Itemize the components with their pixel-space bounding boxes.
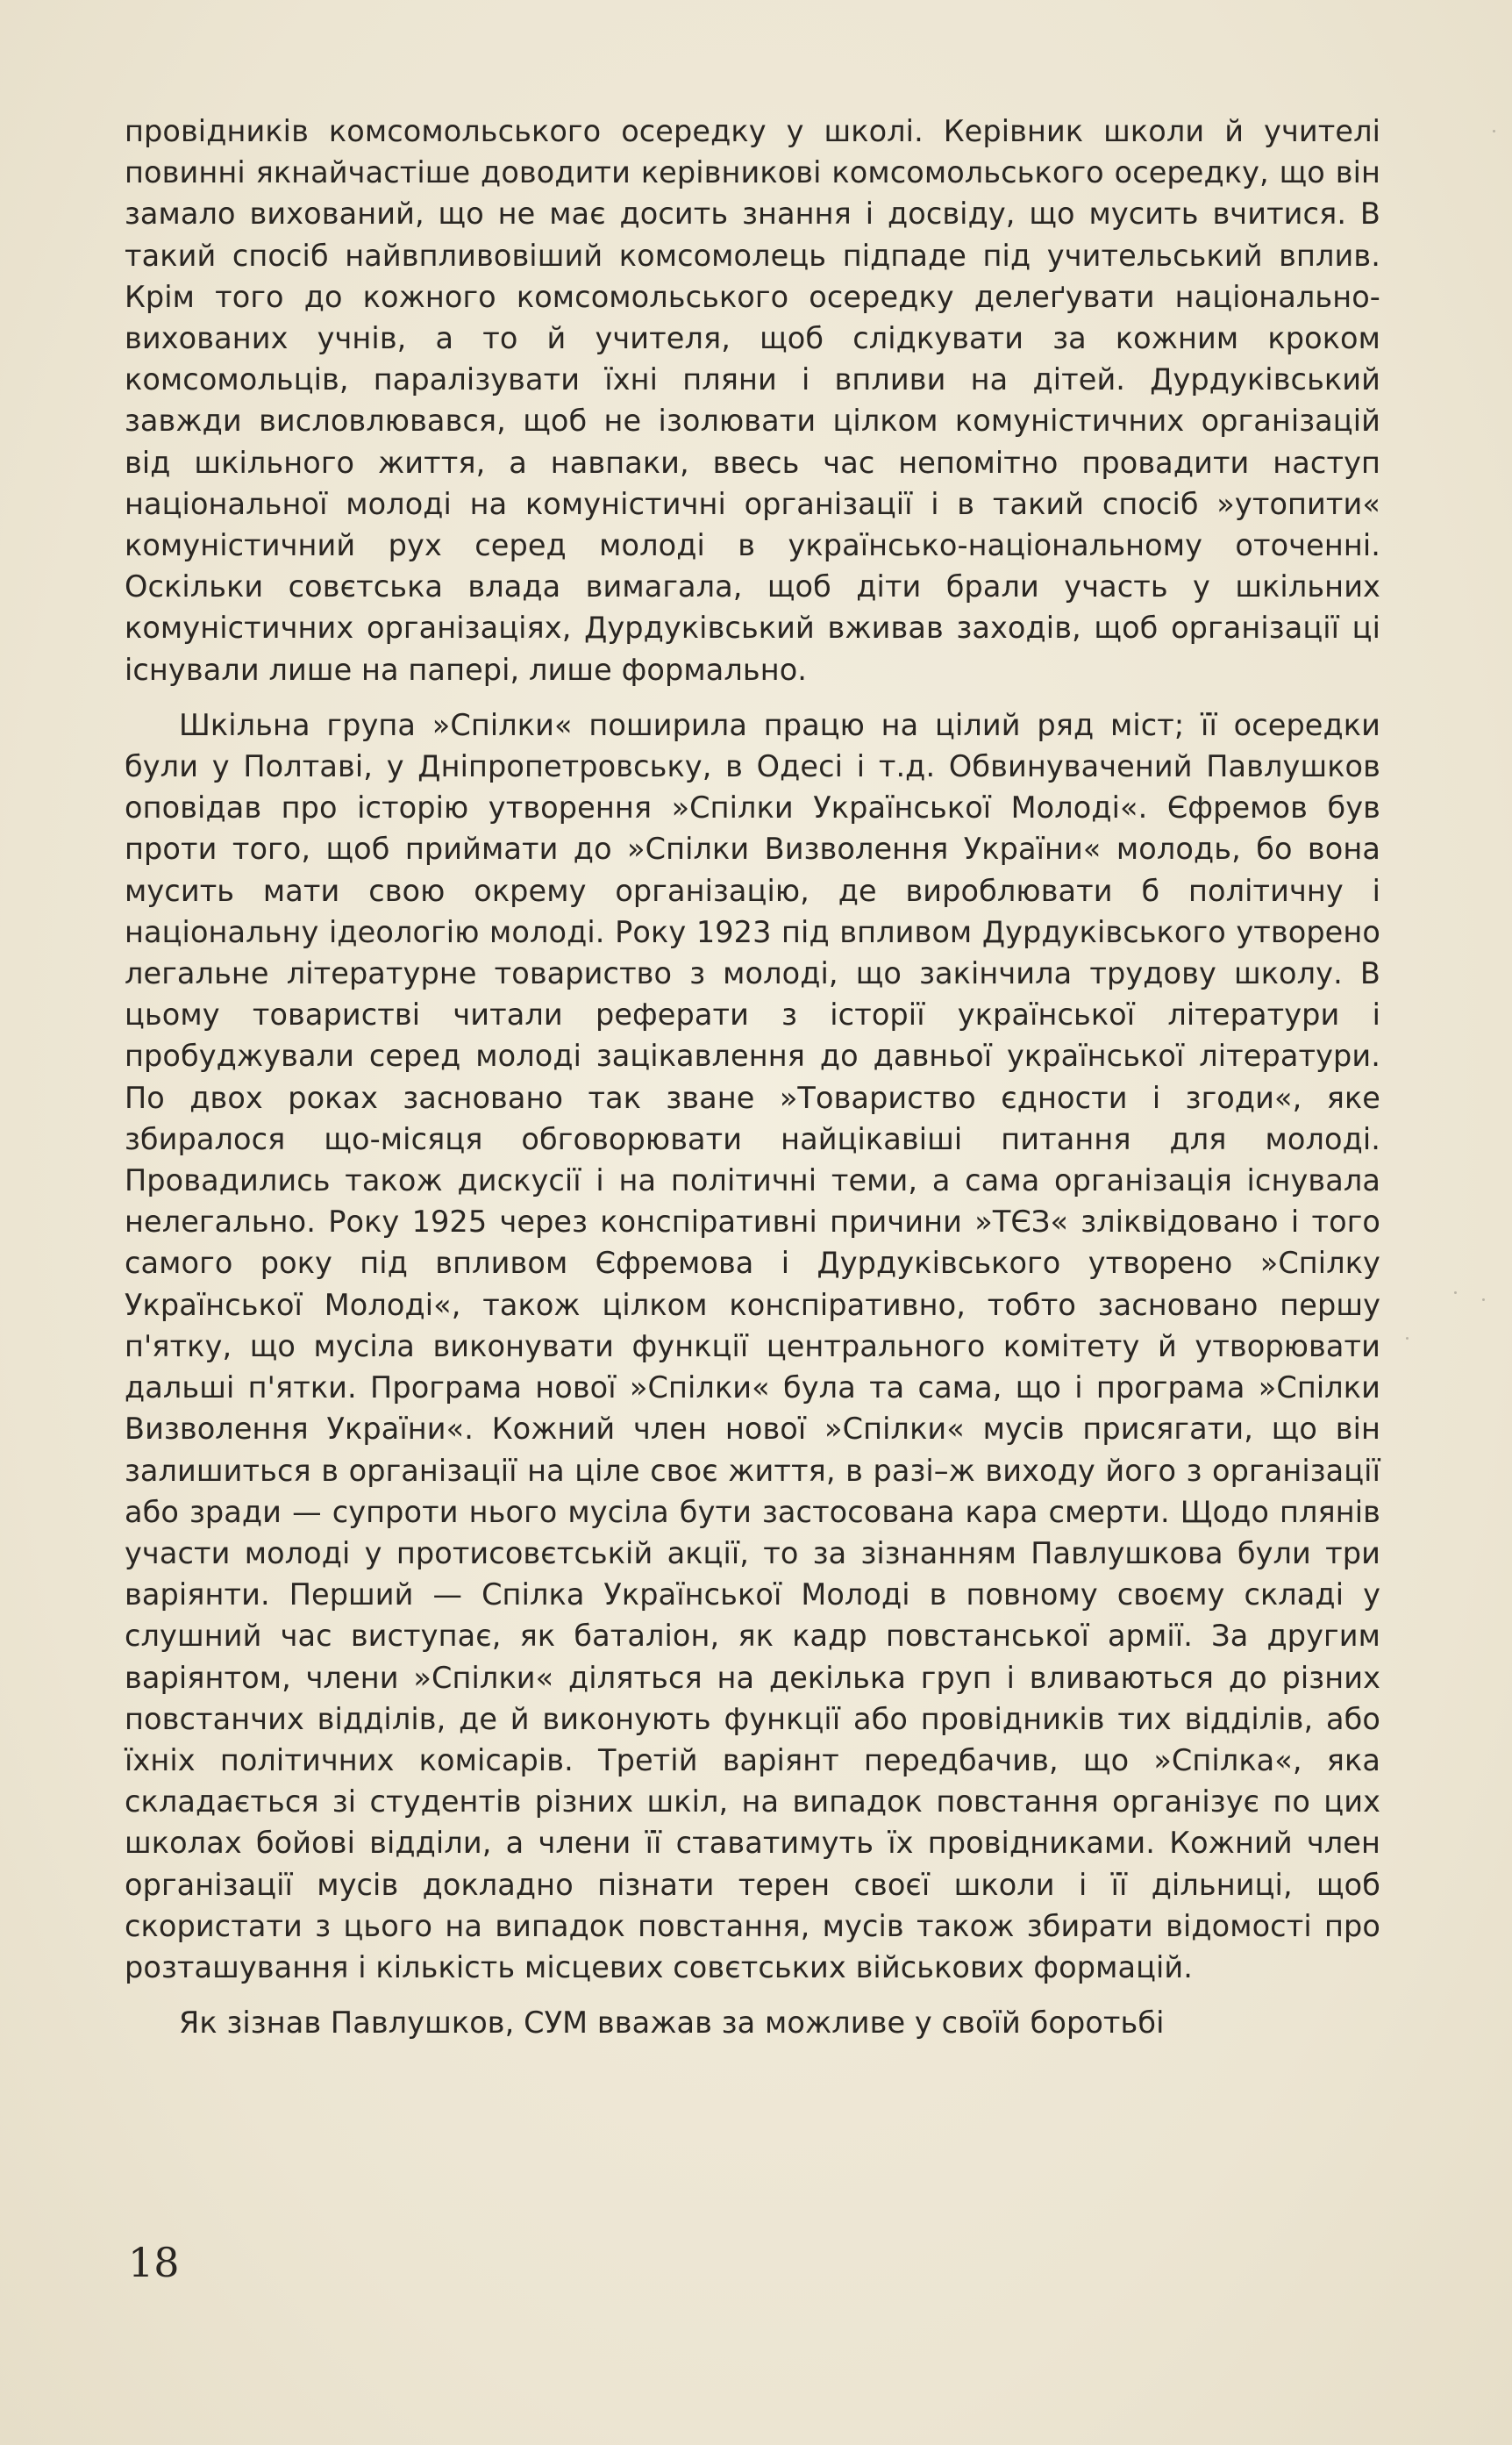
paragraph-2: Шкільна група »Спілки« поширила працю на цілий ряд міст; її осередки були у Полтаві, у Дніпропетровську, в Одесі і т.д. Обвинувачений Павлушков оповідав про історію утворення »Спілки Української Молоді«. Єфремов був проти того, щоб приймати до »Спілки Визволення України« молодь, бо вона мусить мати свою окрему організацію, де вироблювати б політичну і національну ідеологію молоді. Року 1923 під впливом Дурдуківського утворено легальне літературне товариство з молоді, що закінчила трудову школу. В цьому товаристві читали реферати з історії української літератури і пробуджували серед молоді зацікавлення до давньої української літератури. По двох роках засновано так зване »Товариство єдности і згоди«, яке збиралося що-місяця обговорювати найцікавіші питання для молоді. Провадились також дискусії і на політичні теми, а сама організація існувала нелегально. Року 1925 через конспіративні причини »ТЄЗ« зліквідовано і того самого року під впливом Єфремова і Дурдуківського утворено »Спілку Української Молоді«, також цілком конспіративно, тобто засновано першу п'ятку, що мусіла виконувати функції центрального комітету й утворювати дальші п'ятки. Програма нової »Спілки« була та сама, що і програма »Спілки Визволення України«. Кожний член нової »Спілки« мусів присягати, що він залишиться в організації на ціле своє життя, в разі–ж виходу його з організації або зради — супроти нього мусіла бути застосована кара смерти. Щодо плянів участи молоді у протисовєтській акції, то за зізнанням Павлушкова були три варіянти. Перший — Спілка Української Молоді в повному своєму складі у слушний час виступає, як баталіон, як кадр повстанської армії. За другим варіянтом, члени »Спілки« діляться на декілька груп і вливаються до різних повстанчих відділів, де й виконують функції або провідників тих відділів, або їхніх політичних комісарів. Третій варіянт передбачив, що »Спілка«, яка складається зі студентів різних шкіл, на випадок повстання організує по цих школах бойові відділи, а члени її ставатимуть їх провідниками. Кожний член організації мусів докладно пізнати терен своєї школи і її дільниці, щоб скористати з цього на випадок повстання, мусів також збирати відомості про розташування і кількість місцевих совєтських військових формацій. [125,707,1380,1984]
paragraph-3: Як зізнав Павлушков, СУМ вважав за можливе у своїй боротьбі [179,2005,1165,2041]
page-number: 18 [128,2239,180,2286]
paragraph-1: провідників комсомольського осередку у школі. Керівник школи й учителі повинні якнайчастіше доводити керівникові комсомольського осередку, що він замало вихований, що не має досить знання і досвіду, що мусить вчитися. В такий спосіб найвпливовіший комсомолець підпаде під учительський вплив. Крім того до кожного комсомольського осередку делеґувати національно-вихованих учнів, а то й учителя, щоб слідкувати за кожним кроком комсомольців, паралізувати їхні пляни і впливи на дітей. Дурдуківський завжди висловлювався, щоб не ізолювати цілком комуністичних організацій від шкільного життя, а навпаки, ввесь час непомітно провадити наступ національної молоді на комуністичні організації і в такий спосіб »утопити« комуністичний рух серед молоді в українсько-національному оточенні. Оскільки совєтська влада вимагала, щоб діти брали участь у шкільних комуністичних організаціях, Дурдуківський вживав заходів, щоб організації ці існували лише на папері, лише формально. [125,114,1380,687]
paper-speck [1493,130,1495,132]
paper-speck [1482,1298,1485,1301]
body-text [125,111,1380,2043]
paper-speck [1406,1337,1409,1340]
paper-speck [1454,1291,1457,1294]
